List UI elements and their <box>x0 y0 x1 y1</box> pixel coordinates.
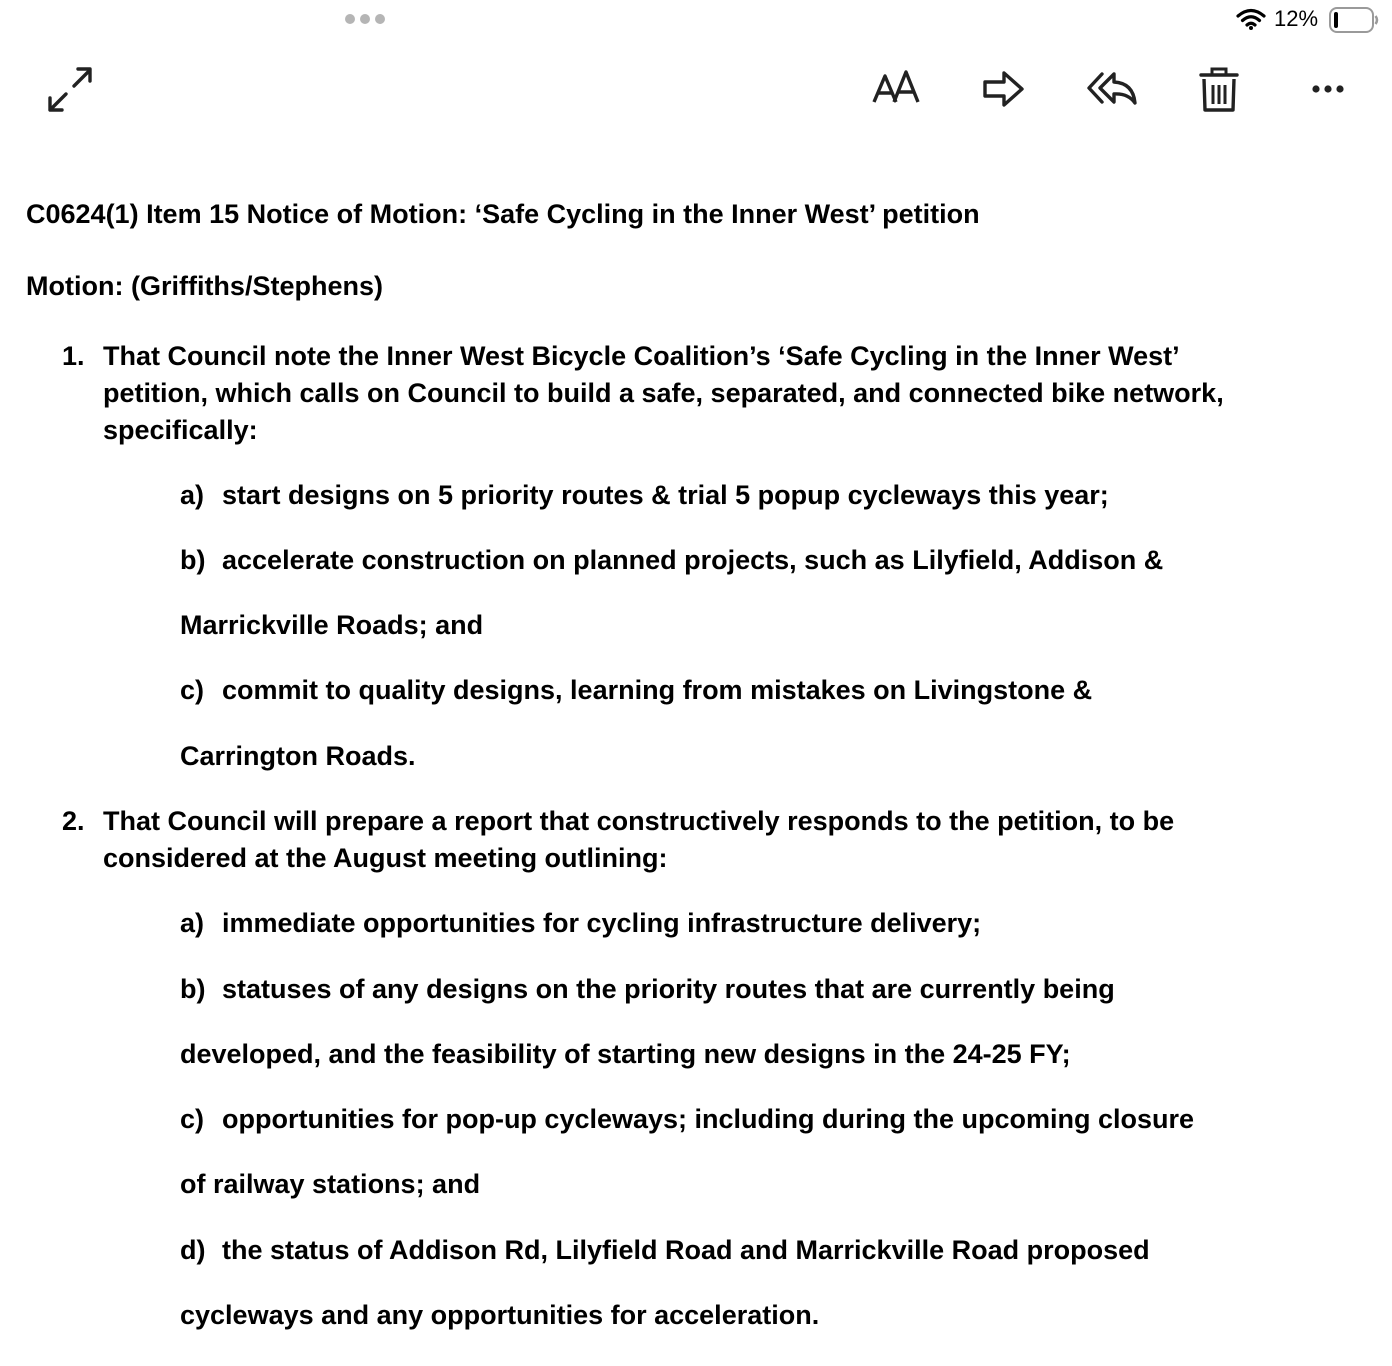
battery-percentage: 12% <box>1274 6 1319 31</box>
document-title: C0624(1) Item 15 Notice of Motion: ‘Safe Cycling in the Inner West’ petition <box>26 199 980 229</box>
text-line: considered at the August meeting outlining: <box>103 843 668 873</box>
text-line: opportunities for pop-up cycleways; including during the upcoming closure <box>222 1104 1195 1134</box>
toolbar <box>0 56 1392 126</box>
battery-icon <box>1329 7 1379 33</box>
sub-list-marker: c) <box>180 1104 205 1134</box>
text-size-icon[interactable] <box>868 66 924 112</box>
text-line: the status of Addison Rd, Lilyfield Road and Marrickville Road proposed <box>222 1235 1150 1265</box>
expand-icon[interactable] <box>44 64 96 116</box>
multitasking-menu-icon[interactable] <box>345 14 385 24</box>
motion-line: Motion: (Griffiths/Stephens) <box>26 271 383 301</box>
text-line: of railway stations; and <box>180 1169 481 1199</box>
sub-list-marker: c) <box>180 675 205 705</box>
text-line: cycleways and any opportunities for acceleration. <box>180 1300 820 1330</box>
text-line: Marrickville Roads; and <box>180 610 484 640</box>
wifi-icon <box>1236 8 1266 30</box>
list-marker: 2. <box>62 806 85 836</box>
text-line: commit to quality designs, learning from mistakes on Livingstone & <box>222 675 1093 705</box>
sub-list-item <box>180 971 1115 1008</box>
text-line: That Council will prepare a report that constructively responds to the petition, to be <box>103 806 1175 836</box>
text-line: statuses of any designs on the priority routes that are currently being <box>222 974 1115 1004</box>
text-line: Carrington Roads. <box>180 741 416 771</box>
sub-list-item <box>180 672 1092 709</box>
text-line: accelerate construction on planned projects, such as Lilyfield, Addison & <box>222 545 1164 575</box>
text-line: developed, and the feasibility of starting new designs in the 24-25 FY; <box>180 1039 1071 1069</box>
list-marker: 1. <box>62 341 85 371</box>
text-line: start designs on 5 priority routes & trial 5 popup cycleways this year; <box>222 480 1109 510</box>
sub-list-marker: a) <box>180 480 205 510</box>
list-item-text <box>103 338 1333 449</box>
text-line: That Council note the Inner West Bicycle Coalition’s ‘Safe Cycling in the Inner West’ <box>103 341 1180 371</box>
sub-list-item <box>180 905 981 942</box>
text-line: specifically: <box>103 415 258 445</box>
sub-list-marker: d) <box>180 1235 206 1265</box>
status-bar <box>0 0 1392 40</box>
forward-icon[interactable] <box>980 66 1028 112</box>
sub-list-item <box>180 542 1163 579</box>
text-line: petition, which calls on Council to build a safe, separated, and connected bike network, <box>103 378 1224 408</box>
sub-list-marker: a) <box>180 908 205 938</box>
sub-list-marker: b) <box>180 974 206 1004</box>
sub-list-marker: b) <box>180 545 206 575</box>
reply-all-icon[interactable] <box>1084 66 1140 112</box>
text-line: immediate opportunities for cycling infrastructure delivery; <box>222 908 982 938</box>
more-icon[interactable] <box>1306 76 1350 102</box>
sub-list-item <box>180 1232 1150 1269</box>
sub-list-item <box>180 477 1109 514</box>
list-item-text <box>103 803 1333 877</box>
trash-icon[interactable] <box>1196 66 1242 114</box>
sub-list-item <box>180 1101 1194 1138</box>
